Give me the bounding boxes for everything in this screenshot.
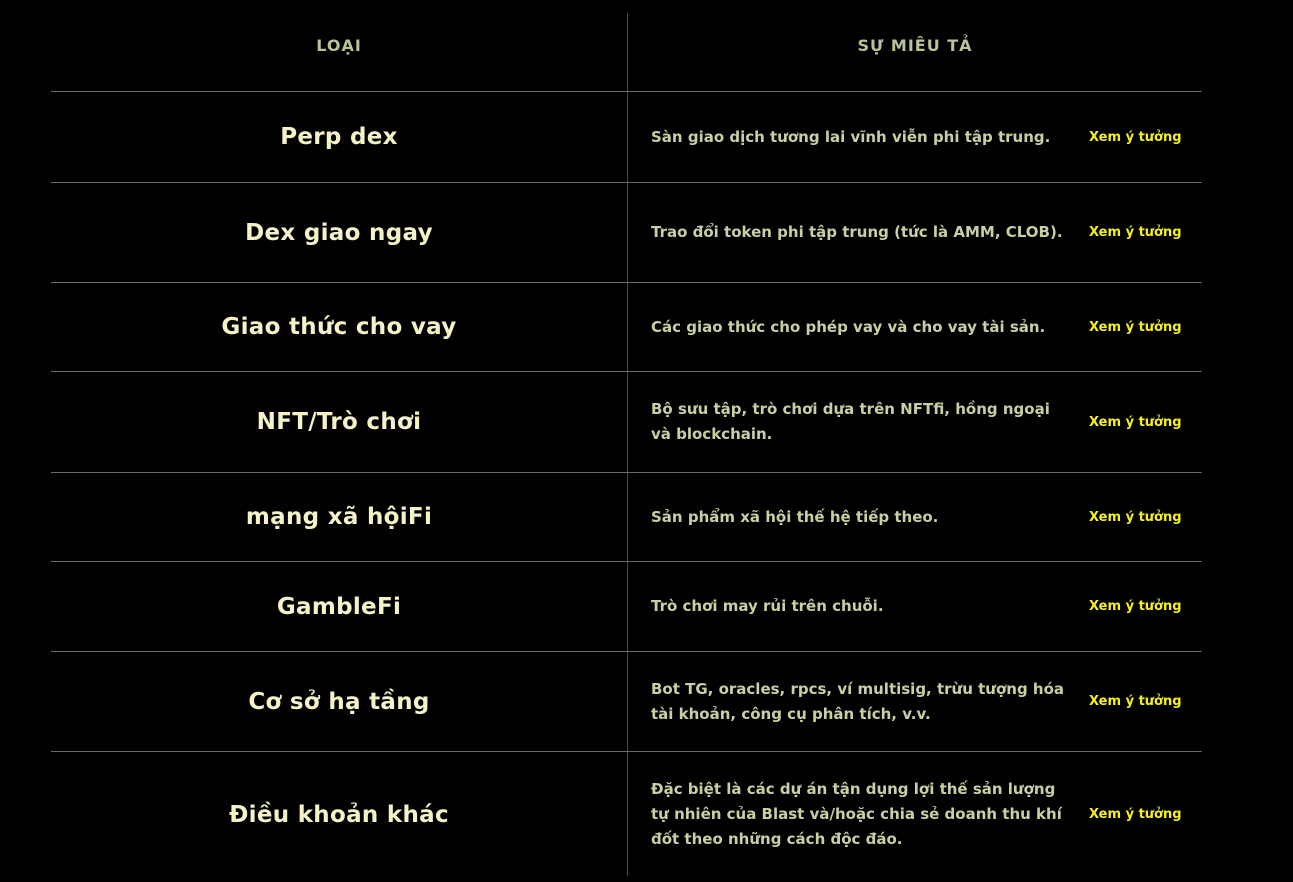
category-cell: Giao thức cho vay	[221, 314, 457, 340]
category-cell: Điều khoản khác	[229, 801, 449, 828]
description-text: Trò chơi may rủi trên chuỗi.	[651, 597, 884, 615]
table-row-perp-dex	[51, 91, 1202, 182]
description-column-header: SỰ MIÊU TẢ	[857, 36, 973, 55]
description-cell	[627, 562, 1202, 651]
description-text: Trao đổi token phi tập trung (tức là AMM, CLOB).	[651, 223, 1063, 241]
table-row-infrastructure	[51, 651, 1202, 751]
description-text: Các giao thức cho phép vay và cho vay tài sản.	[651, 317, 1046, 336]
description-cell	[627, 473, 1202, 561]
category-cell: GambleFi	[276, 593, 402, 620]
view-ideas-link[interactable]: Xem ý tưởng	[1089, 509, 1182, 525]
description-cell	[627, 92, 1202, 182]
table-row-lending-protocol	[51, 282, 1202, 371]
category-cell: mạng xã hộiFi	[245, 504, 433, 530]
category-column-header: LOẠI	[316, 36, 362, 55]
description-text: Sản phẩm xã hội thế hệ tiếp theo.	[651, 507, 939, 526]
table-row-gamblefi	[51, 561, 1202, 651]
description-cell	[627, 752, 1202, 877]
view-ideas-link[interactable]: Xem ý tưởng	[1089, 225, 1182, 240]
description-cell	[627, 652, 1202, 751]
table-row-spot-dex	[51, 182, 1202, 282]
description-text: Bot TG, oracles, rpcs, ví multisig, trừu tượng hóa tài khoản, công cụ phân tích, v.v.	[651, 679, 1065, 723]
categories-table	[51, 91, 1202, 877]
table-row-socialfi	[51, 472, 1202, 561]
description-text: Bộ sưu tập, trò chơi dựa trên NFTfi, hồng ngoại và blockchain.	[651, 400, 1050, 443]
category-cell: Perp dex	[280, 124, 398, 150]
category-cell: NFT/Trò chơi	[256, 409, 422, 435]
view-ideas-link[interactable]: Xem ý tưởng	[1089, 129, 1182, 145]
description-cell	[627, 183, 1202, 282]
view-ideas-link[interactable]: Xem ý tưởng	[1089, 599, 1182, 614]
description-cell	[627, 372, 1202, 472]
description-text: Đặc biệt là các dự án tận dụng lợi thế sản lượng tự nhiên của Blast và/hoặc chia sẻ doanh thu khí đốt theo những cách độc đáo.	[651, 780, 1062, 848]
view-ideas-link[interactable]: Xem ý tưởng	[1089, 319, 1182, 335]
description-cell	[627, 283, 1202, 371]
view-ideas-link[interactable]: Xem ý tưởng	[1089, 694, 1182, 709]
category-cell: Dex giao ngay	[245, 219, 433, 246]
table-row-nft-games	[51, 371, 1202, 472]
category-cell: Cơ sở hạ tầng	[248, 688, 430, 715]
table-row-other-terms	[51, 751, 1202, 877]
description-text: Sàn giao dịch tương lai vĩnh viễn phi tập trung.	[651, 127, 1051, 146]
view-ideas-link[interactable]: Xem ý tưởng	[1089, 414, 1182, 430]
view-ideas-link[interactable]: Xem ý tưởng	[1089, 807, 1182, 822]
